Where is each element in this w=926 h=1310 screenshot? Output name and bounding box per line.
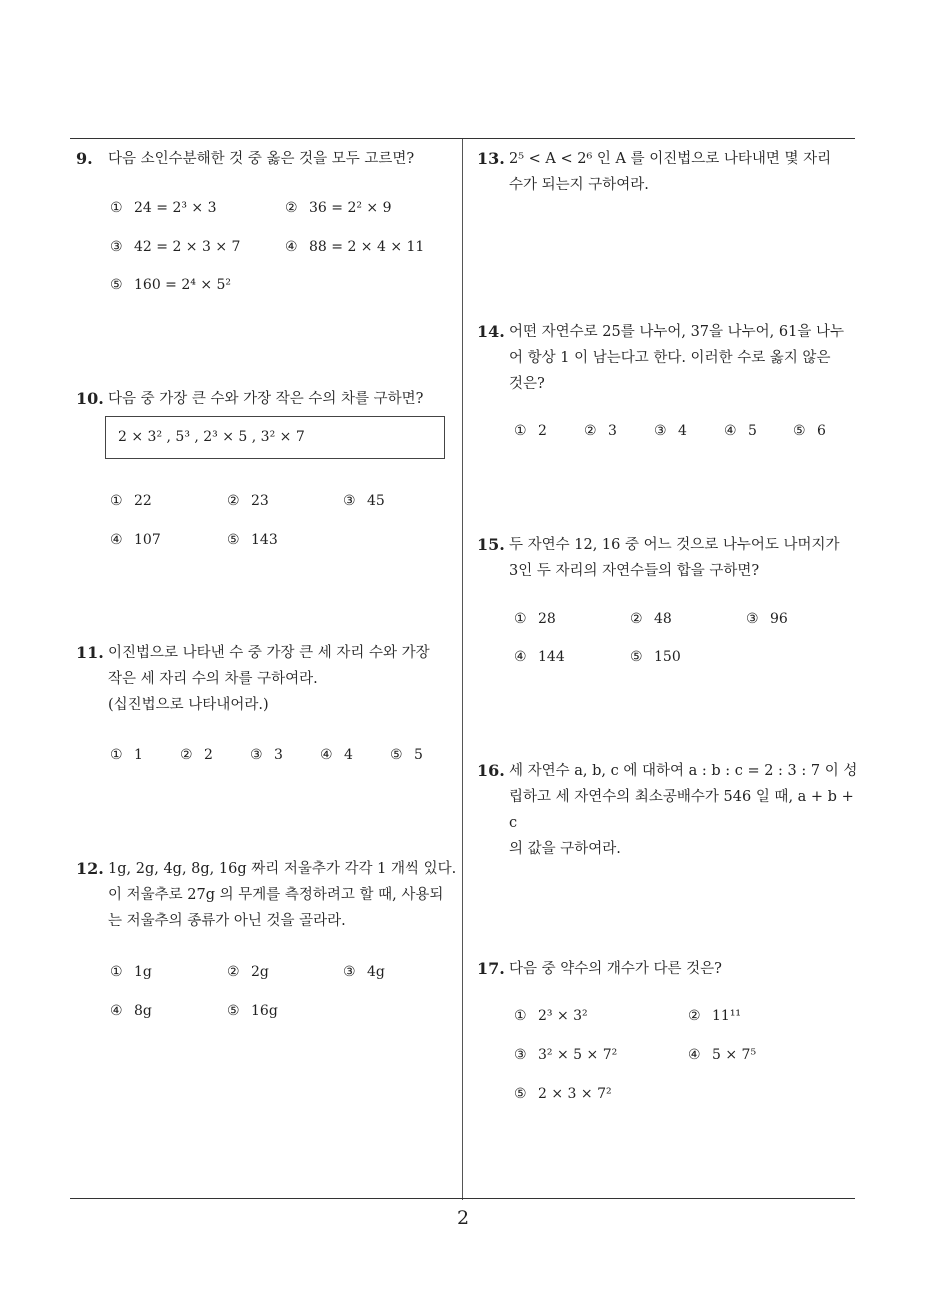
choice-5[interactable]: ⑤ 16g (227, 1003, 278, 1019)
question-stem-line: 3인 두 자리의 자연수들의 합을 구하면? (509, 563, 760, 579)
question-stem-line: 립하고 세 자연수의 최소공배수가 546 일 때, a + b + c (509, 789, 854, 831)
question-number: 17. (477, 959, 505, 978)
choice-2[interactable]: ② 2g (227, 964, 269, 980)
question-number: 10. (76, 389, 104, 408)
question-stem-line: 이진법으로 나타낸 수 중 가장 큰 세 자리 수와 가장 (108, 645, 430, 661)
question-15 (477, 532, 862, 584)
choice-text: 88 = 2 × 4 × 11 (309, 239, 425, 255)
choice-1[interactable]: ① 24 = 2³ × 3 (110, 200, 217, 216)
choice-2[interactable]: ② 3 (584, 423, 617, 439)
choice-text: 45 (367, 493, 385, 509)
choice-4[interactable]: ④ 4 (320, 747, 353, 763)
question-stem-line: 의 값을 구하여라. (509, 841, 621, 857)
choice-text: 4 (678, 423, 687, 439)
choice-4[interactable]: ④ 8g (110, 1003, 152, 1019)
choice-2[interactable]: ② 23 (227, 493, 269, 509)
question-number: 14. (477, 322, 505, 341)
question-stem-line: 2⁵ < A < 2⁶ 인 A 를 이진법으로 나타내면 몇 자리 (509, 151, 832, 167)
choice-3[interactable]: ③ 96 (746, 611, 788, 627)
choice-text: 1 (134, 747, 143, 763)
choice-4[interactable]: ④ 5 (724, 423, 757, 439)
question-13 (477, 146, 862, 198)
question-stem-line: (십진법으로 나타내어라.) (108, 697, 269, 713)
question-stem-line: 어떤 자연수로 25를 나누어, 37을 나누어, 61을 나누 (509, 324, 844, 340)
question-stem-line: 수가 되는지 구하여라. (509, 177, 649, 193)
choice-text: 28 (538, 611, 556, 627)
choice-text: 2 (538, 423, 547, 439)
choice-text: 1g (134, 964, 152, 980)
choice-4[interactable]: ④ 144 (514, 649, 565, 665)
question-stem: 다음 중 약수의 개수가 다른 것은? (509, 961, 722, 977)
choice-2[interactable]: ② 2 (180, 747, 213, 763)
question-16 (477, 758, 862, 862)
expression-box: 2 × 3² , 5³ , 2³ × 5 , 3² × 7 (105, 416, 445, 459)
question-number: 15. (477, 535, 505, 554)
question-stem-line: 작은 세 자리 수의 차를 구하여라. (108, 671, 318, 687)
choice-text: 2 (204, 747, 213, 763)
choice-1[interactable]: ① 2 (514, 423, 547, 439)
choice-1[interactable]: ① 22 (110, 493, 152, 509)
question-stem: 다음 소인수분해한 것 중 옳은 것을 모두 고르면? (108, 151, 415, 167)
choice-3[interactable]: ③ 45 (343, 493, 385, 509)
choice-4[interactable]: ④ 88 = 2 × 4 × 11 (285, 239, 425, 255)
choice-5[interactable]: ⑤ 160 = 2⁴ × 5² (110, 277, 232, 293)
choice-3[interactable]: ③ 3² × 5 × 7² (514, 1047, 618, 1063)
choice-3[interactable]: ③ 42 = 2 × 3 × 7 (110, 239, 241, 255)
choice-text: 96 (770, 611, 788, 627)
choice-2[interactable]: ② 11¹¹ (688, 1008, 742, 1024)
choice-text: 2³ × 3² (538, 1008, 588, 1024)
question-stem-line: 두 자연수 12, 16 중 어느 것으로 나누어도 나머지가 (509, 537, 840, 553)
choice-1[interactable]: ① 28 (514, 611, 556, 627)
choice-1[interactable]: ① 1 (110, 747, 143, 763)
choice-text: 3 (274, 747, 283, 763)
choice-text: 4g (367, 964, 385, 980)
question-9 (76, 146, 461, 172)
choice-2[interactable]: ② 48 (630, 611, 672, 627)
question-stem-line: 는 저울추의 종류가 아닌 것을 골라라. (108, 913, 346, 929)
choice-1[interactable]: ① 2³ × 3² (514, 1008, 588, 1024)
choice-text: 160 = 2⁴ × 5² (134, 277, 232, 293)
choice-text: 23 (251, 493, 269, 509)
question-10 (76, 386, 461, 412)
question-stem-line: 이 저울추로 27g 의 무게를 측정하려고 할 때, 사용되 (108, 887, 444, 903)
choice-text: 5 × 7⁵ (712, 1047, 757, 1063)
choice-5[interactable]: ⑤ 143 (227, 532, 278, 548)
choice-4[interactable]: ④ 107 (110, 532, 161, 548)
choice-text: 144 (538, 649, 565, 665)
choice-text: 5 (748, 423, 757, 439)
choice-text: 143 (251, 532, 278, 548)
choice-text: 11¹¹ (712, 1008, 742, 1024)
choice-1[interactable]: ① 1g (110, 964, 152, 980)
question-14 (477, 319, 862, 397)
question-stem-line: 세 자연수 a, b, c 에 대하여 a : b : c = 2 : 3 : 7 이 성 (509, 763, 858, 779)
question-stem-line: 1g, 2g, 4g, 8g, 16g 짜리 저울추가 각각 1 개씩 있다. (108, 861, 457, 877)
choice-text: 150 (654, 649, 681, 665)
question-number: 13. (477, 149, 505, 168)
question-number: 11. (76, 643, 104, 662)
question-number: 12. (76, 859, 104, 878)
choice-4[interactable]: ④ 5 × 7⁵ (688, 1047, 757, 1063)
choice-text: 42 = 2 × 3 × 7 (134, 239, 241, 255)
choice-text: 48 (654, 611, 672, 627)
choice-3[interactable]: ③ 4g (343, 964, 385, 980)
choice-text: 24 = 2³ × 3 (134, 200, 217, 216)
choice-text: 4 (344, 747, 353, 763)
choice-5[interactable]: ⑤ 150 (630, 649, 681, 665)
choice-text: 16g (251, 1003, 278, 1019)
choice-3[interactable]: ③ 4 (654, 423, 687, 439)
question-number: 9. (76, 149, 93, 168)
choice-text: 22 (134, 493, 152, 509)
choice-text: 36 = 2² × 9 (309, 200, 392, 216)
bottom-rule (70, 1198, 855, 1199)
page-number: 2 (456, 1207, 470, 1229)
choice-text: 3² × 5 × 7² (538, 1047, 618, 1063)
question-17 (477, 956, 862, 982)
question-number: 16. (477, 761, 505, 780)
question-11 (76, 640, 461, 718)
choice-text: 2g (251, 964, 269, 980)
choice-text: 6 (817, 423, 826, 439)
choice-text: 5 (414, 747, 423, 763)
column-divider (462, 139, 463, 1200)
question-stem-line: 어 항상 1 이 남는다고 한다. 이러한 수로 옳지 않은 (509, 350, 831, 366)
choice-5[interactable]: ⑤ 6 (793, 423, 826, 439)
question-stem-line: 것은? (509, 376, 545, 392)
choice-5[interactable]: ⑤ 5 (390, 747, 423, 763)
choice-text: 8g (134, 1003, 152, 1019)
choice-text: 3 (608, 423, 617, 439)
choice-text: 107 (134, 532, 161, 548)
choice-5[interactable]: ⑤ 2 × 3 × 7² (514, 1086, 612, 1102)
question-stem: 다음 중 가장 큰 수와 가장 작은 수의 차를 구하면? (108, 391, 424, 407)
choice-2[interactable]: ② 36 = 2² × 9 (285, 200, 392, 216)
question-12 (76, 856, 461, 934)
choice-3[interactable]: ③ 3 (250, 747, 283, 763)
choice-text: 2 × 3 × 7² (538, 1086, 612, 1102)
